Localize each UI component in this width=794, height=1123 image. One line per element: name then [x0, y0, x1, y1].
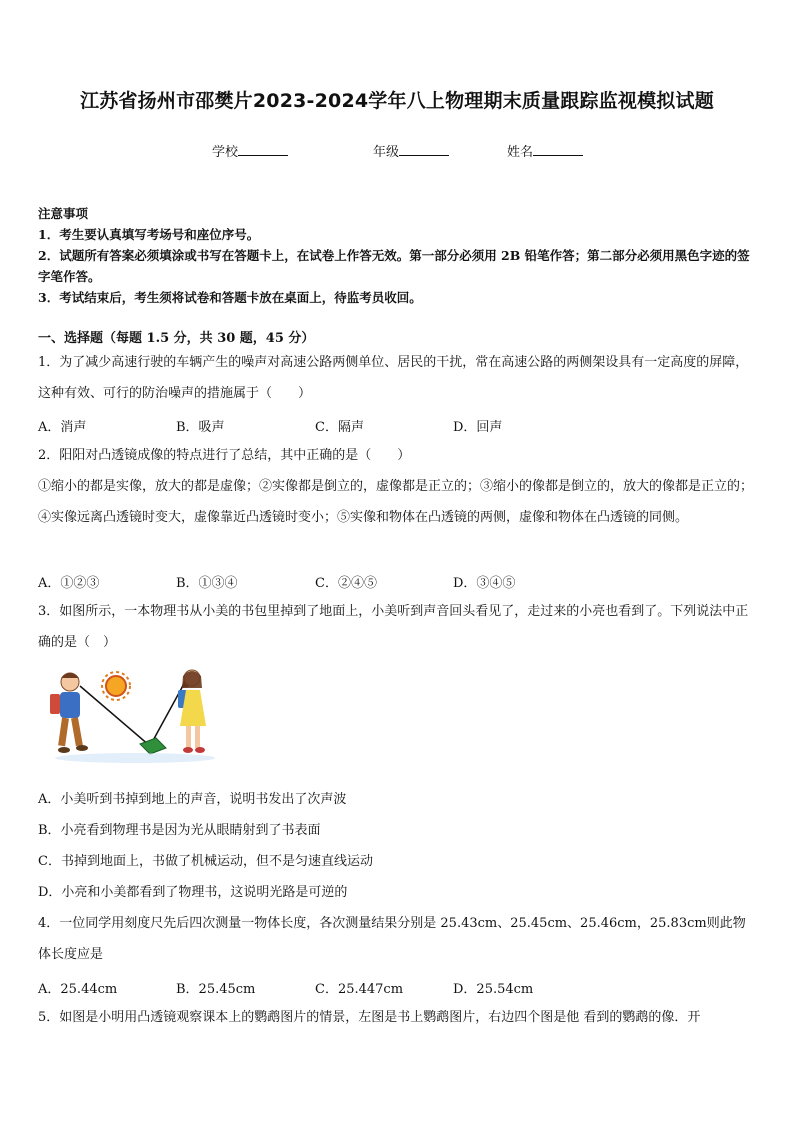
grade-field: [373, 141, 449, 160]
name-field: [507, 141, 583, 160]
q1-option-c: C．隔声: [315, 420, 364, 435]
q4-option-d: D．25.54cm: [453, 982, 534, 997]
question-5-stem: 5．如图是小明用凸透镜观察课本上的鹦鹉图片的情景，左图是书上鹦鹉图片，右边四个图是他 看到的鹦鹉的像．开: [38, 1010, 701, 1025]
page-title: 江苏省扬州市邵樊片2023-2024学年八上物理期末质量跟踪监视模拟试题: [80, 90, 714, 112]
question-3-option-b: B．小亮看到物理书是因为光从眼睛射到了书表面: [38, 823, 321, 838]
notes-item: 1．考生要认真填写考场号和座位序号。: [38, 227, 260, 242]
grade-blank: [399, 141, 449, 156]
notes-heading: 注意事项: [38, 206, 89, 221]
grade-label: 年级: [373, 145, 400, 160]
question-3-figure: [40, 664, 220, 769]
question-3-option-c: C．书掉到地面上，书做了机械运动，但不是匀速直线运动: [38, 854, 373, 869]
girl-figure: [178, 670, 206, 753]
question-4-stem: 4．一位同学用刻度尺先后四次测量一物体长度，各次测量结果分别是 25.43cm、25.45cm、25.46cm，25.83cm则此物体长度应是: [38, 916, 746, 962]
q2-option-c: C．②④⑤: [315, 576, 377, 591]
name-blank: [533, 141, 583, 156]
sun-icon: [102, 672, 130, 700]
question-2-stem: 2．阳阳对凸透镜成像的特点进行了总结，其中正确的是（ ）: [38, 448, 411, 463]
question-1-stem: 1．为了减少高速行驶的车辆产生的噪声对高速公路两侧单位、居民的干扰，常在高速公路的两侧架设具有一定高度的屏障，这种有效、可行的防治噪声的措施属于（ ）: [38, 355, 749, 401]
boy-figure: [50, 673, 88, 753]
name-label: 姓名: [507, 145, 534, 160]
notes-block: [38, 203, 758, 308]
q4-option-b: B．25.45cm: [176, 982, 256, 997]
notes-item: 3．考试结束后，考生须将试卷和答题卡放在桌面上，待监考员收回。: [38, 290, 422, 305]
q1-option-a: A．消声: [38, 420, 87, 435]
school-label: 学校: [212, 145, 239, 160]
school-field: [212, 141, 288, 160]
q1-option-d: D．回声: [453, 420, 503, 435]
notes-item: 2．试题所有答案必须填涂或书写在答题卡上，在试卷上作答无效。第一部分必须用 2B 铅笔作答；第二部分必须用黑色字迹的签字笔作答。: [38, 248, 750, 284]
question-3-option-d: D．小亮和小美都看到了物理书，这说明光路是可逆的: [38, 885, 348, 900]
question-3-stem: 3．如图所示，一本物理书从小美的书包里掉到了地面上，小美听到声音回头看见了，走过来的小亮也看到了。下列说法中正确的是（ ）: [38, 604, 749, 650]
section-heading: 一、选择题（每题 1.5 分，共 30 题，45 分）: [38, 331, 315, 346]
q2-option-d: D．③④⑤: [453, 576, 516, 591]
q4-option-c: C．25.447cm: [315, 982, 404, 997]
question-2-body: ①缩小的都是实像，放大的都是虚像；②实像都是倒立的，虚像都是正立的；③缩小的像都是倒立的，放大的像都是正立的；④实像远离凸透镜时变大，虚像靠近凸透镜时变小；⑤实像和物体在凸透镜的两侧，虚像和物体在凸透镜的同侧。: [38, 479, 754, 525]
question-3-option-a: A．小美听到书掉到地上的声音，说明书发出了次声波: [38, 792, 347, 807]
q2-option-a: A．①②③: [38, 576, 100, 591]
q4-option-a: A．25.44cm: [38, 982, 118, 997]
q1-option-b: B．吸声: [176, 420, 225, 435]
q2-option-b: B．①③④: [176, 576, 238, 591]
school-blank: [238, 141, 288, 156]
